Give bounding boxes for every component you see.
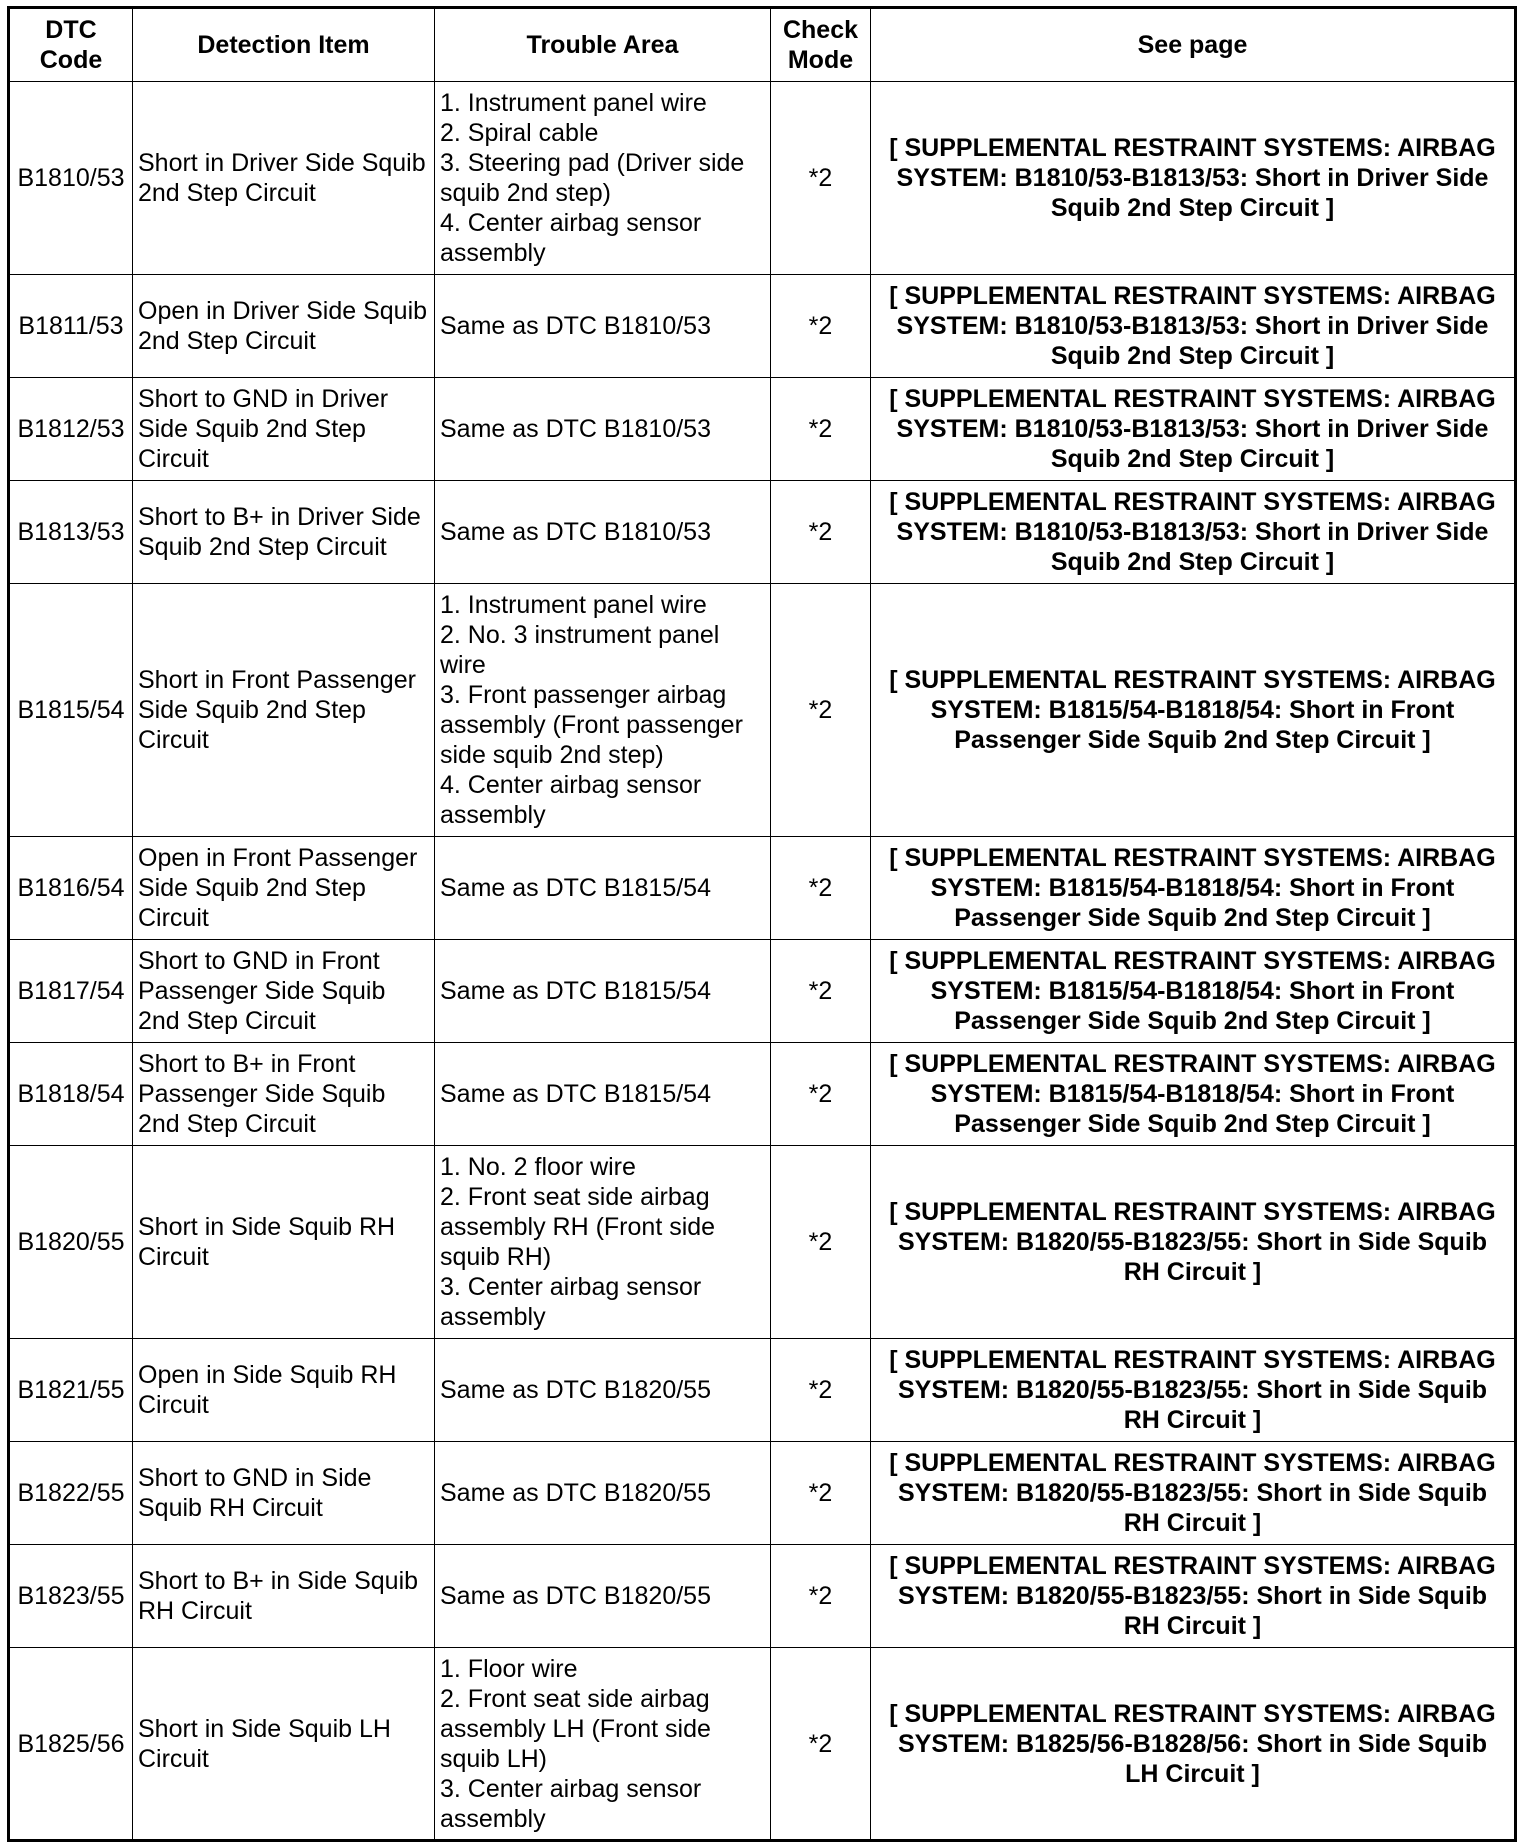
detection-item-cell: Short in Side Squib RH Circuit [133,1146,435,1339]
dtc-code-cell: B1812/53 [9,378,133,481]
detection-item-cell: Short in Driver Side Squib 2nd Step Circuit [133,82,435,275]
see-page-link[interactable]: [ SUPPLEMENTAL RESTRAINT SYSTEMS: AIRBAG SYSTEM: B1815/54-B1818/54: Short in Front Passenger Side Squib 2nd Step Circuit ] [871,1043,1516,1146]
trouble-area-cell: Same as DTC B1820/55 [435,1339,771,1442]
see-page-link[interactable]: [ SUPPLEMENTAL RESTRAINT SYSTEMS: AIRBAG SYSTEM: B1810/53-B1813/53: Short in Driver Side Squib 2nd Step Circuit ] [871,481,1516,584]
table-row [9,275,1516,378]
detection-item-cell: Open in Side Squib RH Circuit [133,1339,435,1442]
trouble-area-cell: Same as DTC B1820/55 [435,1442,771,1545]
dtc-code-cell: B1810/53 [9,82,133,275]
check-mode-cell: *2 [771,1648,871,1841]
see-page-link[interactable]: [ SUPPLEMENTAL RESTRAINT SYSTEMS: AIRBAG SYSTEM: B1820/55-B1823/55: Short in Side Squib RH Circuit ] [871,1545,1516,1648]
detection-item-cell: Open in Driver Side Squib 2nd Step Circuit [133,275,435,378]
detection-item-cell: Open in Front Passenger Side Squib 2nd Step Circuit [133,837,435,940]
trouble-area-cell: 1. No. 2 floor wire 2. Front seat side airbag assembly RH (Front side squib RH) 3. Center airbag sensor assembly [435,1146,771,1339]
dtc-table [7,6,1517,1842]
dtc-code-cell: B1821/55 [9,1339,133,1442]
table-row [9,837,1516,940]
trouble-area-cell: Same as DTC B1815/54 [435,1043,771,1146]
table-row [9,1146,1516,1339]
dtc-code-cell: B1820/55 [9,1146,133,1339]
trouble-area-cell: 1. Floor wire 2. Front seat side airbag assembly LH (Front side squib LH) 3. Center airbag sensor assembly [435,1648,771,1841]
table-row [9,82,1516,275]
dtc-code-cell: B1823/55 [9,1545,133,1648]
table-row [9,584,1516,837]
see-page-link[interactable]: [ SUPPLEMENTAL RESTRAINT SYSTEMS: AIRBAG SYSTEM: B1820/55-B1823/55: Short in Side Squib RH Circuit ] [871,1339,1516,1442]
detection-item-cell: Short to GND in Driver Side Squib 2nd Step Circuit [133,378,435,481]
see-page-link[interactable]: [ SUPPLEMENTAL RESTRAINT SYSTEMS: AIRBAG SYSTEM: B1810/53-B1813/53: Short in Driver Side Squib 2nd Step Circuit ] [871,82,1516,275]
see-page-link[interactable]: [ SUPPLEMENTAL RESTRAINT SYSTEMS: AIRBAG SYSTEM: B1815/54-B1818/54: Short in Front Passenger Side Squib 2nd Step Circuit ] [871,584,1516,837]
header-check-mode: Check Mode [771,8,871,82]
check-mode-cell: *2 [771,1442,871,1545]
see-page-link[interactable]: [ SUPPLEMENTAL RESTRAINT SYSTEMS: AIRBAG SYSTEM: B1825/56-B1828/56: Short in Side Squib LH Circuit ] [871,1648,1516,1841]
check-mode-cell: *2 [771,82,871,275]
dtc-code-cell: B1813/53 [9,481,133,584]
dtc-code-cell: B1822/55 [9,1442,133,1545]
check-mode-cell: *2 [771,940,871,1043]
check-mode-cell: *2 [771,1339,871,1442]
table-row [9,1043,1516,1146]
see-page-link[interactable]: [ SUPPLEMENTAL RESTRAINT SYSTEMS: AIRBAG SYSTEM: B1815/54-B1818/54: Short in Front Passenger Side Squib 2nd Step Circuit ] [871,940,1516,1043]
table-row [9,1648,1516,1841]
trouble-area-cell: Same as DTC B1820/55 [435,1545,771,1648]
detection-item-cell: Short in Front Passenger Side Squib 2nd Step Circuit [133,584,435,837]
trouble-area-cell: 1. Instrument panel wire 2. No. 3 instrument panel wire 3. Front passenger airbag assembly (Front passenger side squib 2nd step) 4. Center airbag sensor assembly [435,584,771,837]
trouble-area-cell: Same as DTC B1810/53 [435,481,771,584]
check-mode-cell: *2 [771,1146,871,1339]
check-mode-cell: *2 [771,481,871,584]
table-row [9,378,1516,481]
see-page-link[interactable]: [ SUPPLEMENTAL RESTRAINT SYSTEMS: AIRBAG SYSTEM: B1820/55-B1823/55: Short in Side Squib RH Circuit ] [871,1146,1516,1339]
dtc-code-cell: B1811/53 [9,275,133,378]
check-mode-cell: *2 [771,1545,871,1648]
table-row [9,481,1516,584]
trouble-area-cell: 1. Instrument panel wire 2. Spiral cable 3. Steering pad (Driver side squib 2nd step) 4. Center airbag sensor assembly [435,82,771,275]
detection-item-cell: Short to B+ in Driver Side Squib 2nd Step Circuit [133,481,435,584]
header-detection-item: Detection Item [133,8,435,82]
dtc-code-cell: B1817/54 [9,940,133,1043]
dtc-code-cell: B1816/54 [9,837,133,940]
table-row [9,940,1516,1043]
check-mode-cell: *2 [771,1043,871,1146]
detection-item-cell: Short to GND in Front Passenger Side Squib 2nd Step Circuit [133,940,435,1043]
trouble-area-cell: Same as DTC B1815/54 [435,837,771,940]
detection-item-cell: Short to B+ in Side Squib RH Circuit [133,1545,435,1648]
detection-item-cell: Short to B+ in Front Passenger Side Squib 2nd Step Circuit [133,1043,435,1146]
table-row [9,1442,1516,1545]
dtc-code-cell: B1818/54 [9,1043,133,1146]
check-mode-cell: *2 [771,837,871,940]
see-page-link[interactable]: [ SUPPLEMENTAL RESTRAINT SYSTEMS: AIRBAG SYSTEM: B1810/53-B1813/53: Short in Driver Side Squib 2nd Step Circuit ] [871,275,1516,378]
trouble-area-cell: Same as DTC B1810/53 [435,275,771,378]
header-trouble-area: Trouble Area [435,8,771,82]
see-page-link[interactable]: [ SUPPLEMENTAL RESTRAINT SYSTEMS: AIRBAG SYSTEM: B1810/53-B1813/53: Short in Driver Side Squib 2nd Step Circuit ] [871,378,1516,481]
table-header-row [9,8,1516,82]
dtc-code-cell: B1825/56 [9,1648,133,1841]
header-see-page: See page [871,8,1516,82]
dtc-code-cell: B1815/54 [9,584,133,837]
check-mode-cell: *2 [771,275,871,378]
trouble-area-cell: Same as DTC B1810/53 [435,378,771,481]
check-mode-cell: *2 [771,378,871,481]
check-mode-cell: *2 [771,584,871,837]
detection-item-cell: Short in Side Squib LH Circuit [133,1648,435,1841]
see-page-link[interactable]: [ SUPPLEMENTAL RESTRAINT SYSTEMS: AIRBAG SYSTEM: B1815/54-B1818/54: Short in Front Passenger Side Squib 2nd Step Circuit ] [871,837,1516,940]
header-dtc-code: DTC Code [9,8,133,82]
see-page-link[interactable]: [ SUPPLEMENTAL RESTRAINT SYSTEMS: AIRBAG SYSTEM: B1820/55-B1823/55: Short in Side Squib RH Circuit ] [871,1442,1516,1545]
detection-item-cell: Short to GND in Side Squib RH Circuit [133,1442,435,1545]
trouble-area-cell: Same as DTC B1815/54 [435,940,771,1043]
table-row [9,1545,1516,1648]
table-row [9,1339,1516,1442]
